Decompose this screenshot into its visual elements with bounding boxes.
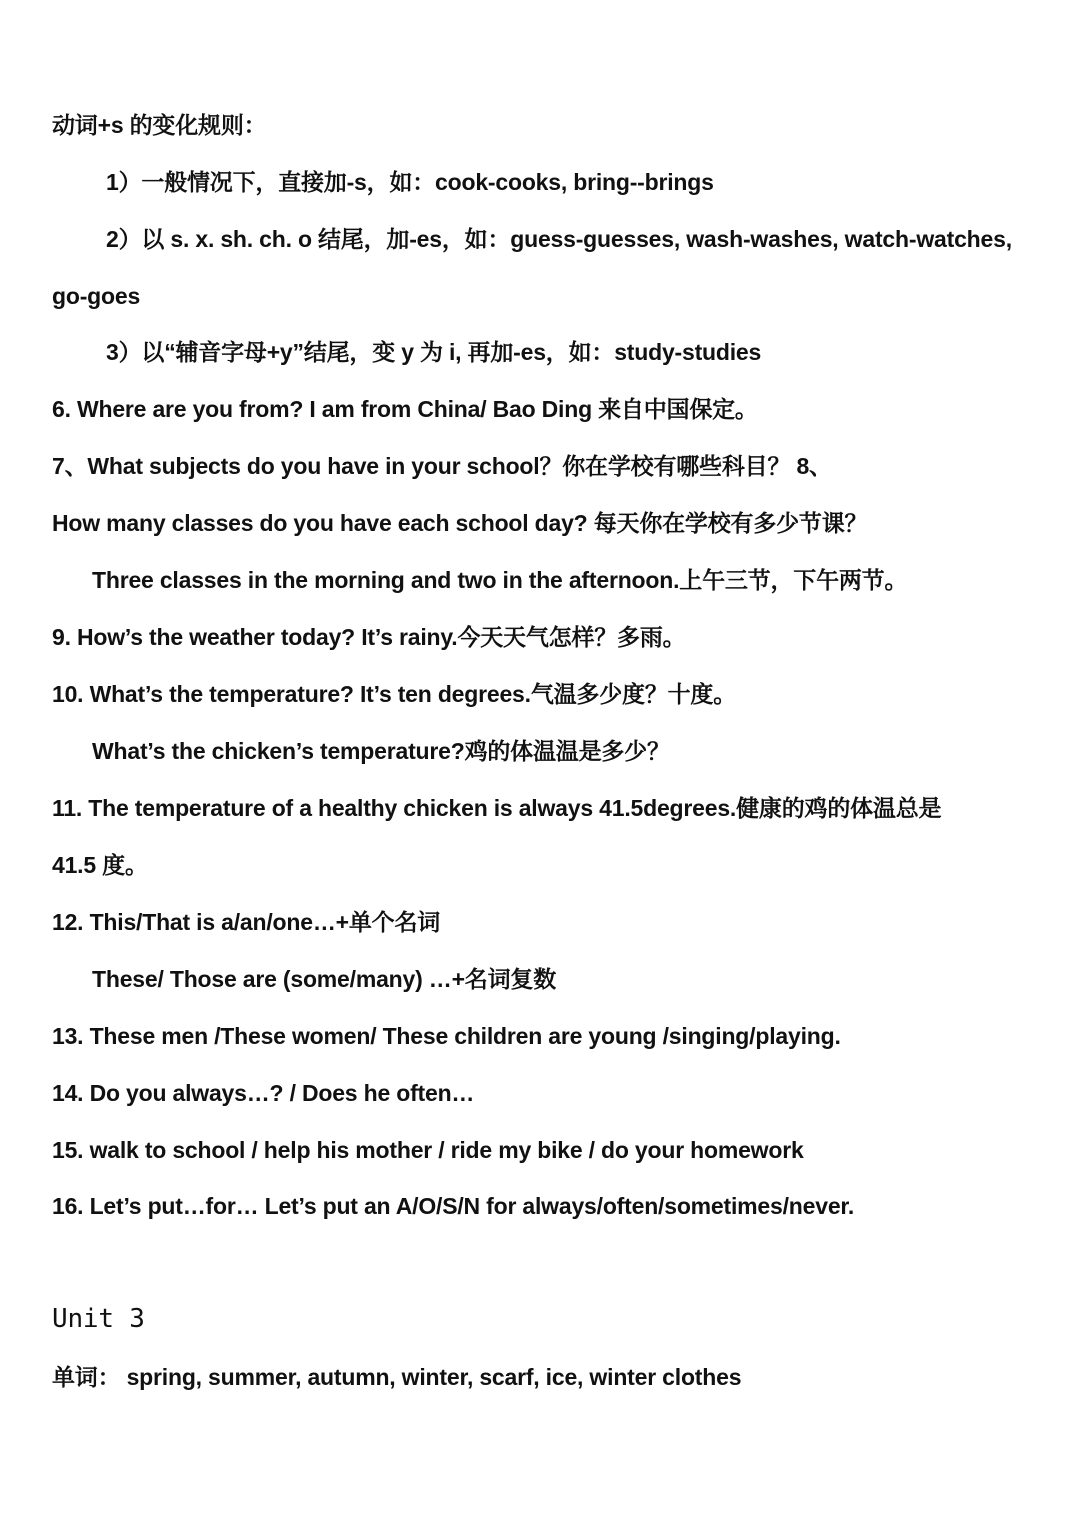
item-16: 16. Let’s put…for… Let’s put an A/O/S/N for always/often/sometimes/never. (52, 1193, 855, 1219)
item-8: How many classes do you have each school day? 每天你在学校有多少节课？ (52, 510, 868, 536)
unit-3-heading: Unit 3 (52, 1304, 145, 1334)
rule-1: 1）一般情况下，直接加-s，如：cook-cooks, bring--brings (106, 169, 714, 195)
item-14: 14. Do you always…? / Does he often… (52, 1080, 475, 1106)
item-10-followup: What’s the chicken’s temperature?鸡的体温温是多少？ (92, 738, 670, 764)
item-11: 11. The temperature of a healthy chicken is always 41.5degrees.健康的鸡的体温总是 (52, 795, 942, 821)
rule-2: 2）以 s. x. sh. ch. o 结尾，加-es，如：guess-guesses, wash-washes, watch-watches, (106, 226, 1012, 252)
item-8-answer: Three classes in the morning and two in the afternoon.上午三节，下午两节。 (92, 567, 908, 593)
unit-3-vocabulary: 单词： spring, summer, autumn, winter, scarf, ice, winter clothes (52, 1364, 742, 1390)
item-12-plural: These/ Those are (some/many) …+名词复数 (92, 966, 556, 992)
item-12: 12. This/That is a/an/one…+单个名词 (52, 909, 441, 935)
item-7: 7、What subjects do you have in your school？你在学校有哪些科目？ 8、 (52, 453, 832, 479)
item-10: 10. What’s the temperature? It’s ten degrees.气温多少度？十度。 (52, 681, 737, 707)
rule-3: 3）以“辅音字母+y”结尾，变 y 为 i, 再加-es，如：study-studies (106, 339, 762, 365)
item-13: 13. These men /These women/ These children are young /singing/playing. (52, 1023, 841, 1049)
rule-2-continuation: go-goes (52, 283, 141, 309)
item-15: 15. walk to school / help his mother / ride my bike / do your homework (52, 1137, 804, 1163)
item-9: 9. How’s the weather today? It’s rainy.今天天气怎样？多雨。 (52, 624, 686, 650)
item-11-continuation: 41.5 度。 (52, 852, 148, 878)
item-6: 6. Where are you from? I am from China/ Bao Ding 来自中国保定。 (52, 396, 758, 422)
verb-s-rules-heading: 动词+s 的变化规则： (52, 112, 267, 138)
